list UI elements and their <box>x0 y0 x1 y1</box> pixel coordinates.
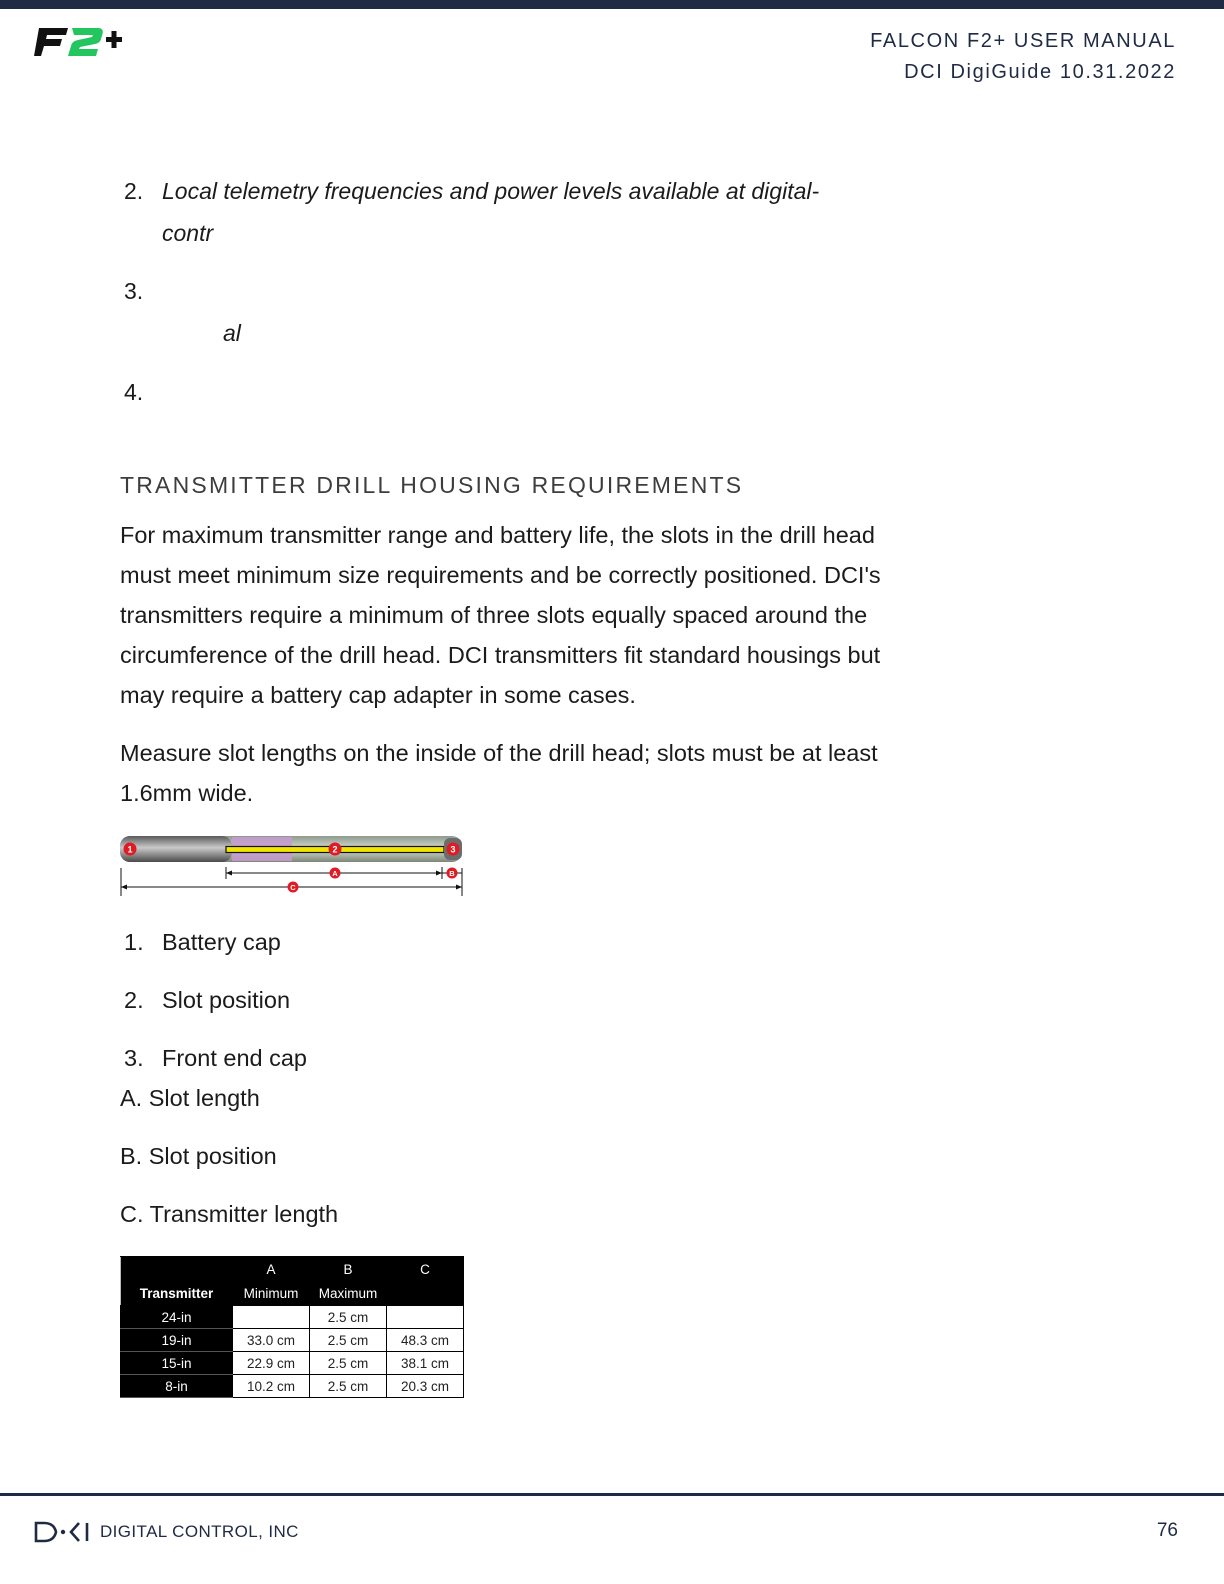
arrow-a-right <box>436 871 442 876</box>
list-text-line1: Local telemetry frequencies and power levels available at digital- <box>162 178 820 204</box>
dci-logo-icon <box>34 1521 92 1543</box>
table-cell: 2.5 cm <box>310 1375 387 1398</box>
table-row <box>121 1375 464 1398</box>
guide-version: DCI DigiGuide 10.31.2022 <box>904 61 1176 83</box>
table-header-minimum: Minimum <box>233 1283 310 1306</box>
transmitter-diagram <box>118 832 468 898</box>
table-row <box>121 1329 464 1352</box>
table-header-row <box>121 1283 464 1306</box>
slot-spec-table <box>120 1256 464 1398</box>
table-header-transmitter: Transmitter <box>121 1283 233 1306</box>
table-cell: 33.0 cm <box>233 1329 310 1352</box>
table-cell: 2.5 cm <box>310 1306 387 1329</box>
dimension-b <box>447 868 458 879</box>
list-text-line2: contr <box>162 220 214 246</box>
logo-f-shape <box>34 28 68 56</box>
table-cell: 24-in <box>121 1306 233 1329</box>
letter-label-c: C. Transmitter length <box>120 1201 339 1227</box>
list-label: Battery cap <box>162 929 281 955</box>
table-header-blank <box>121 1257 233 1283</box>
table-header-row <box>121 1257 464 1283</box>
arrow-a-left <box>226 871 232 876</box>
letter-label-b: B. Slot position <box>120 1143 277 1169</box>
document-header <box>870 26 1176 88</box>
table-header-empty <box>387 1283 464 1306</box>
table-cell: 20.3 cm <box>387 1375 464 1398</box>
dimension-c-label: C <box>290 883 296 892</box>
logo-2-shape <box>68 28 103 56</box>
list-item <box>124 1043 308 1073</box>
callout-1-label: 1 <box>127 844 133 855</box>
list-number: 3. <box>124 1045 144 1071</box>
callout-3-label: 3 <box>450 844 456 855</box>
list-item <box>124 985 291 1015</box>
dimension-b-label: B <box>449 869 455 878</box>
table-cell: 38.1 cm <box>387 1352 464 1375</box>
table-cell: 22.9 cm <box>233 1352 310 1375</box>
table-header-a: A <box>233 1257 310 1283</box>
table-header-b: B <box>310 1257 387 1283</box>
dimension-c <box>288 882 299 893</box>
manual-title: FALCON F2+ USER MANUAL <box>870 30 1176 52</box>
table-row <box>121 1352 464 1375</box>
logo-plus-v <box>112 31 117 48</box>
footer-company: DIGITAL CONTROL, INC <box>100 1522 299 1541</box>
table-cell: 48.3 cm <box>387 1329 464 1352</box>
dimension-a-label: A <box>332 869 338 878</box>
table-cell: 8-in <box>121 1375 233 1398</box>
table-cell: 15-in <box>121 1352 233 1375</box>
list-number: 1. <box>124 929 144 955</box>
table-cell: 19-in <box>121 1329 233 1352</box>
table-header-c: C <box>387 1257 464 1283</box>
table-cell: 10.2 cm <box>233 1375 310 1398</box>
paragraph-slot-width: Measure slot lengths on the inside of the drill head; slots must be at least 1.6mm wide. <box>120 740 878 806</box>
paragraph-housing: For maximum transmitter range and battery life, the slots in the drill head must meet minimum size requirements and be correctly positioned. DCI's transmitters require a minimum of three slots equally spaced around the circumference of the drill head. DCI transmitters fit standard housings but may require a battery cap adapter in some cases. <box>120 522 881 708</box>
callout-2-label: 2 <box>332 844 338 855</box>
table-cell: 2.5 cm <box>310 1329 387 1352</box>
arrow-c-right <box>456 885 462 890</box>
callout-3 <box>447 843 460 856</box>
letter-label-a: A. Slot length <box>120 1085 260 1111</box>
table-header-maximum: Maximum <box>310 1283 387 1306</box>
top-bar <box>0 0 1224 9</box>
list-label: Slot position <box>162 987 291 1013</box>
arrow-c-left <box>121 885 127 890</box>
table-cell <box>387 1306 464 1329</box>
list-number: 2. <box>124 178 144 204</box>
list-number: 4. <box>124 379 144 405</box>
section-heading: TRANSMITTER DRILL HOUSING REQUIREMENTS <box>120 472 744 498</box>
table-cell <box>233 1306 310 1329</box>
battery-section <box>120 836 232 862</box>
list-label: Front end cap <box>162 1045 308 1071</box>
list-number: 2. <box>124 987 144 1013</box>
page-number: 76 <box>1156 1520 1178 1541</box>
footer-divider <box>0 1493 1224 1496</box>
list-number: 3. <box>124 278 144 304</box>
callout-1 <box>124 843 137 856</box>
callout-2 <box>329 843 342 856</box>
table-cell: 2.5 cm <box>310 1352 387 1375</box>
list-item <box>124 927 281 957</box>
table-row <box>121 1306 464 1329</box>
dimension-a <box>330 868 341 879</box>
list-text-line2: al <box>223 320 241 346</box>
f2-plus-logo <box>34 26 126 58</box>
